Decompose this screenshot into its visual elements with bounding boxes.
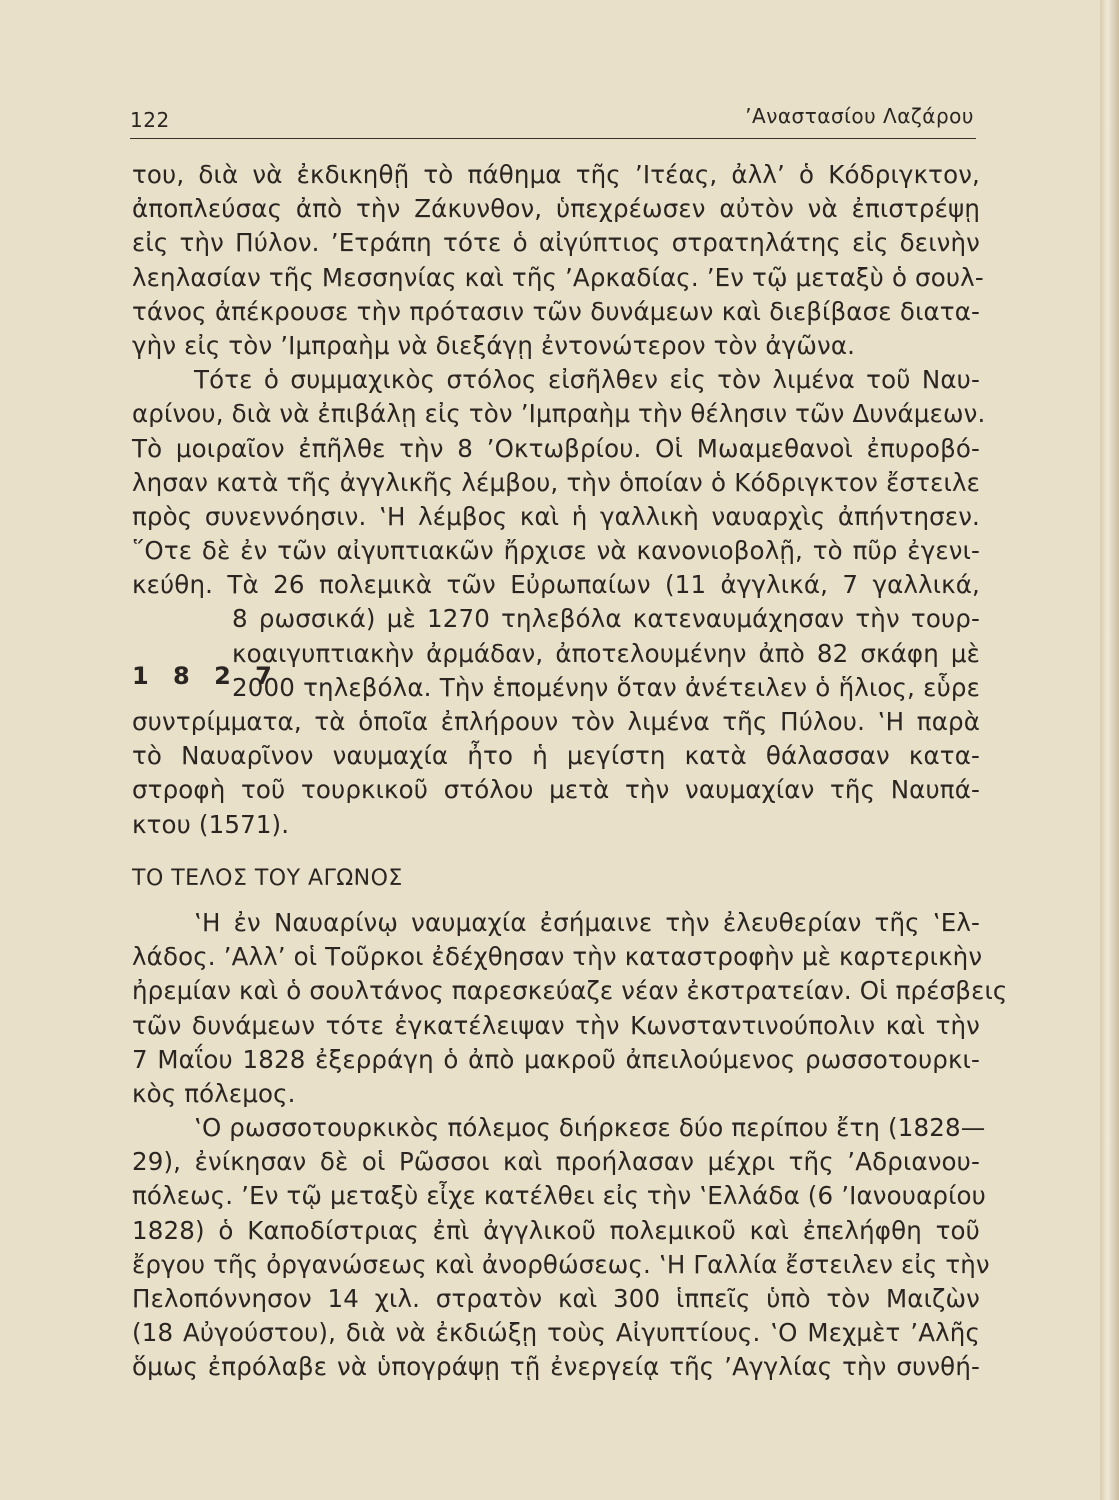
- text-line: 2000 τηλεβόλα. Τὴν ἑπομένην ὅταν ἀνέτειλεν ὁ ἥλιος, εὗρε: [232, 672, 980, 702]
- paragraph: [132, 1111, 990, 1385]
- page-edge: [1100, 0, 1119, 1500]
- text-line: κοαιγυπτιακὴν ἀρμάδαν, ἀποτελουμένην ἀπὸ 82 σκάφη μὲ: [232, 638, 980, 668]
- text-line: αρίνου, διὰ νὰ ἐπιβάλῃ εἰς τὸν ’Ιμπραὴμ τὴν θέλησιν τῶν Δυνάμεων.: [132, 399, 986, 429]
- running-head: ’Αναστασίου Λαζάρου: [745, 104, 974, 128]
- text-line: ἠρεμίαν καὶ ὁ σουλτάνος παρεσκεύαζε νέαν ἐκστρατείαν. Οἱ πρέσβεις: [132, 976, 1008, 1006]
- text-line: εἰς τὴν Πύλον. ’Ετράπη τότε ὁ αἰγύπτιος στρατηλάτης εἰς δεινὴν: [132, 228, 980, 258]
- margin-year-note: 1 8 2 7: [132, 662, 280, 690]
- text-line: τὸ Ναυαρῖνον ναυμαχία ἦτο ἡ μεγίστη κατὰ θάλασσαν κατα-: [132, 741, 980, 771]
- text-line: 1828) ὁ Καποδίστριας ἐπὶ ἀγγλικοῦ πολεμικοῦ καὶ ἐπελήφθη τοῦ: [132, 1215, 980, 1245]
- text-line: Τότε ὁ συμμαχικὸς στόλος εἰσῆλθεν εἰς τὸν λιμένα τοῦ Ναυ-: [194, 365, 980, 395]
- text-line: λάδος. ’Αλλ’ οἱ Τοῦρκοι ἐδέχθησαν τὴν καταστροφὴν μὲ καρτερικὴν: [132, 942, 983, 972]
- text-line: 29), ἐνίκησαν δὲ οἱ Ρῶσσοι καὶ προήλασαν μέχρι τῆς ’Αδριανου-: [132, 1147, 980, 1177]
- text-line: Πελοπόννησον 14 χιλ. στρατὸν καὶ 300 ἱππεῖς ὑπὸ τὸν Μαιζὼν: [132, 1284, 980, 1313]
- text-line: στροφὴ τοῦ τουρκικοῦ στόλου μετὰ τὴν ναυμαχίαν τῆς Ναυπά-: [132, 775, 980, 805]
- text-line: πόλεως. ’Εν τῷ μεταξὺ εἶχε κατέλθει εἰς τὴν ‛Ελλάδα (6 ’Ιανουαρίου: [132, 1181, 987, 1211]
- text-line: (18 Αὐγούστου), διὰ νὰ ἐκδιώξῃ τοὺς Αἰγυπτίους. ‛Ο Μεχμὲτ ’Αλῆς: [132, 1318, 980, 1348]
- text-line: κτου (1571).: [132, 809, 290, 839]
- text-line: ἀποπλεύσας ἀπὸ τὴν Ζάκυνθον, ὑπεχρέωσεν αὐτὸν νὰ ἐπιστρέψῃ: [132, 194, 980, 224]
- text-line: τῶν δυνάμεων τότε ἐγκατέλειψαν τὴν Κωνσταντινούπολιν καὶ τὴν: [132, 1010, 980, 1040]
- paragraph: [132, 906, 1008, 1111]
- text-line: λεηλασίαν τῆς Μεσσηνίας καὶ τῆς ’Αρκαδίας. ’Εν τῷ μεταξὺ ὁ σουλ-: [132, 262, 984, 292]
- text-line: τάνος ἀπέκρουσε τὴν πρότασιν τῶν δυνάμεων καὶ διεβίβασε διατα-: [132, 296, 980, 326]
- page-header: [130, 98, 976, 139]
- text-line: ‛Ο ρωσσοτουρκικὸς πόλεμος διήρκεσε δύο περίπου ἔτη (1828—: [194, 1113, 986, 1143]
- text-line: Τὸ μοιραῖον ἐπῆλθε τὴν 8 ’Οκτωβρίου. Οἱ Μωαμεθανοὶ ἐπυροβό-: [132, 433, 980, 463]
- text-line: 8 ρωσσικά) μὲ 1270 τηλεβόλα κατεναυμάχησαν τὴν τουρ-: [232, 604, 980, 634]
- section-heading: ΤΟ ΤΕΛΟΣ ΤΟΥ ΑΓΩΝΟΣ: [132, 865, 403, 891]
- text-line: πρὸς συνεννόησιν. ‛Η λέμβος καὶ ἡ γαλλικὴ ναυαρχὶς ἀπήντησεν.: [132, 501, 980, 531]
- text-line: συντρίμματα, τὰ ὁποῖα ἐπλήρουν τὸν λιμένα τῆς Πύλου. ‛Η παρὰ: [132, 707, 980, 736]
- text-line: γὴν εἰς τὸν ’Ιμπραὴμ νὰ διεξάγῃ ἐντονώτερον τὸν ἀγῶνα.: [132, 330, 856, 360]
- page-number: 122: [130, 108, 170, 132]
- paragraph: [132, 363, 986, 842]
- text-line: 7 Μαΐου 1828 ἐξερράγη ὁ ἀπὸ μακροῦ ἀπειλούμενος ρωσσοτουρκι-: [132, 1044, 980, 1074]
- text-line: ῞Οτε δὲ ἐν τῶν αἰγυπτιακῶν ἤρχισε νὰ κανονιοβολῇ, τὸ πῦρ ἐγενι-: [132, 536, 980, 566]
- body-text: [132, 158, 1008, 1385]
- text-line: ἔργου τῆς ὀργανώσεως καὶ ἀνορθώσεως. ‛Η Γαλλία ἔστειλεν εἰς τὴν: [132, 1249, 990, 1279]
- paragraph: [132, 158, 984, 363]
- text-line: κεύθη. Τὰ 26 πολεμικὰ τῶν Εὐρωπαίων (11 ἀγγλικά, 7 γαλλικά,: [132, 570, 980, 600]
- text-line: ‛Η ἐν Ναυαρίνῳ ναυμαχία ἐσήμαινε τὴν ἐλευθερίαν τῆς ‛Ελ-: [194, 907, 980, 937]
- text-line: κὸς πόλεμος.: [132, 1078, 296, 1108]
- text-line: ὅμως ἐπρόλαβε νὰ ὑπογράψῃ τῇ ἐνεργείᾳ τῆς ’Αγγλίας τὴν συνθή-: [132, 1352, 980, 1382]
- text-line: του, διὰ νὰ ἐκδικηθῇ τὸ πάθημα τῆς ’Ιτέας, ἀλλ’ ὁ Κόδριγκτον,: [132, 160, 980, 189]
- text-line: λησαν κατὰ τῆς ἀγγλικῆς λέμβου, τὴν ὁποίαν ὁ Κόδριγκτον ἔστειλε: [132, 467, 980, 497]
